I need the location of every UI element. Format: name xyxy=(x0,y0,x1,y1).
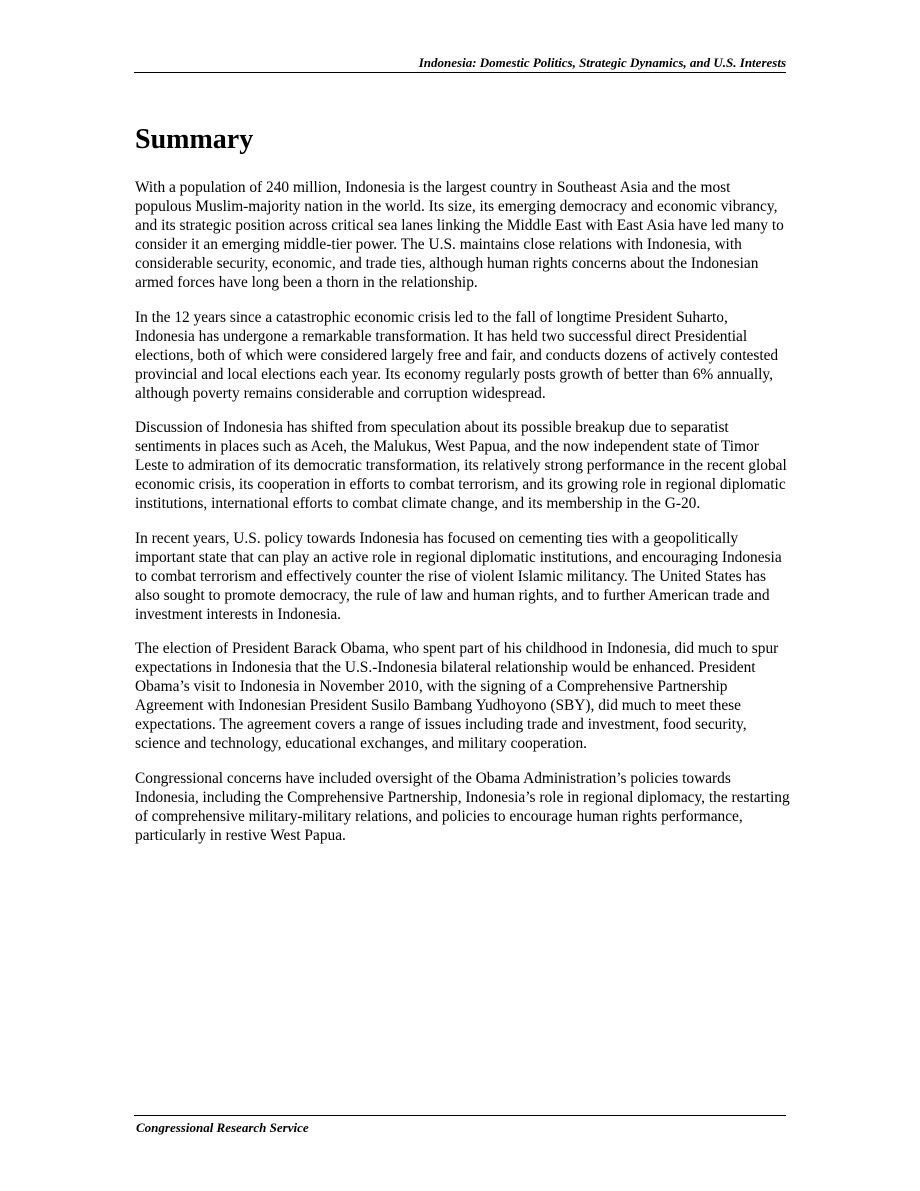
summary-body xyxy=(135,178,790,860)
paragraph-transformation: In the 12 years since a catastrophic economic crisis led to the fall of longtime President Suharto, Indonesia has undergone a remarkable transformation. It has held two successful direct Presidential elections, both of which were considered largely free and fair, and conducts dozens of actively contested provincial and local elections each year. Its economy regularly posts growth of better than 6% annually, although poverty remains considerable and corruption widespread. xyxy=(135,308,779,402)
running-footer: Congressional Research Service xyxy=(136,1120,309,1135)
paragraph-obama: The election of President Barack Obama, who spent part of his childhood in Indonesia, did much to spur expectations in Indonesia that the U.S.-Indonesia bilateral relationship would be enhanced. President Obama’s visit to Indonesia in November 2010, with the signing of a Comprehensive Partnership Agreement with Indonesian President Susilo Bambang Yudhoyono (SBY), did much to meet these expectations. The agreement covers a range of issues including trade and investment, food security, science and technology, educational exchanges, and military cooperation. xyxy=(135,640,779,752)
page-title: Summary xyxy=(135,124,254,155)
paragraph-us-policy: In recent years, U.S. policy towards Indonesia has focused on cementing ties with a geopolitically important state that can play an active role in regional diplomatic institutions, and encouraging Indonesia to combat terrorism and effectively counter the rise of violent Islamic militancy. The United States has also sought to promote democracy, the rule of law and human rights, and to further American trade and investment interests in Indonesia. xyxy=(135,529,782,623)
paragraph-population: With a population of 240 million, Indonesia is the largest country in Southeast Asia and the most populous Muslim-majority nation in the world. Its size, its emerging democracy and economic vibrancy, and its strategic position across critical sea lanes linking the Middle East with East Asia have led many to consider it an emerging middle-tier power. The U.S. maintains close relations with Indonesia, with considerable security, economic, and trade ties, although human rights concerns about the Indonesian armed forces have long been a thorn in the relationship. xyxy=(135,179,784,291)
running-header: Indonesia: Domestic Politics, Strategic Dynamics, and U.S. Interests xyxy=(418,55,786,70)
header-rule xyxy=(134,72,786,73)
footer-rule xyxy=(134,1115,786,1116)
paragraph-discussion: Discussion of Indonesia has shifted from speculation about its possible breakup due to separatist sentiments in places such as Aceh, the Malukus, West Papua, and the now independent state of Timor Leste to admiration of its democratic transformation, its relatively strong performance in the recent global economic crisis, its cooperation in efforts to combat terrorism, and its growing role in regional diplomatic institutions, international efforts to combat climate change, and its membership in the G-20. xyxy=(135,419,787,512)
paragraph-congressional: Congressional concerns have included oversight of the Obama Administration’s policies towards Indonesia, including the Comprehensive Partnership, Indonesia’s role in regional diplomacy, the restarting of comprehensive military-military relations, and policies to encourage human rights performance, particularly in restive West Papua. xyxy=(135,769,790,844)
